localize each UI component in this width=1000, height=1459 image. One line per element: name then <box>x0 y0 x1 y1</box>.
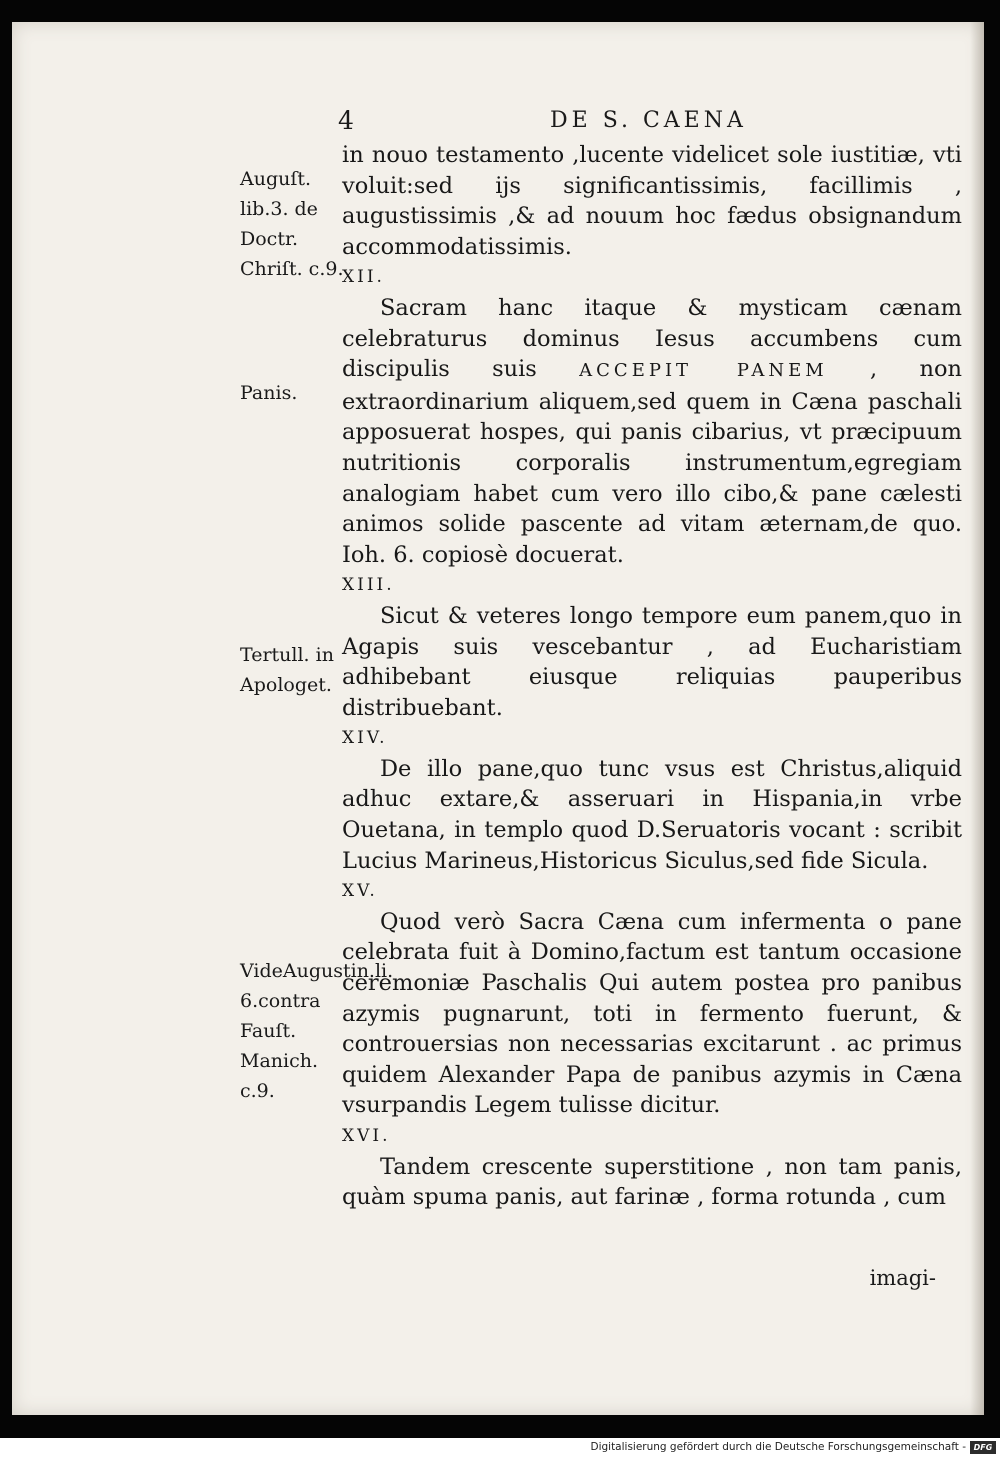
accepit-panem-smallcaps: ACCEPIT PANEM <box>579 360 828 382</box>
paragraph-xvi: Tandem crescente superstitione , non tam panis, quàm spuma panis, aut farinæ , forma rotunda , cum <box>342 1153 962 1211</box>
running-head: DE S. CAENA <box>550 108 747 133</box>
paragraph-xiv: De illo pane,quo tunc vsus est Christus,aliquid adhuc extare,& asseruari in Hispania,in vrbe Ouetana, in templo quod D.Seruatoris vocant : scribit Lucius Marineus,Historicus Siculus,sed fide Sicula. <box>342 755 962 874</box>
paragraph-xv: Quod verò Sacra Cæna cum infermenta o pane celebrata fuit à Domino,factum est tantum occasione ceremoniæ Paschalis Qui autem postea pro panibus azymis pugnarunt, toti in fermento fuerunt, & controuersias non necessarias excitarunt . ac primus quidem Alexander Papa de panibus azymis in Cæna vsurpandis Legem tulisse dicitur. <box>342 908 962 1119</box>
section-numeral-xiv: XIV. <box>342 728 388 749</box>
marginal-note-panis: Panis. <box>240 382 298 404</box>
digitization-footer <box>0 1438 1000 1459</box>
paragraph-xii-rest: , non extraordinarium aliquem,sed quem in Cæna paschali apposuerat hospes, qui panis cibarius, vt præcipuum nutritionis corporalis instrumentum,egregiam analogiam habet cum vero illo cibo,& pane cælesti animos solide pascente ad vitam æternam,de quo. Ioh. 6. copiosè docuerat. <box>342 356 962 568</box>
page-edge-shadow <box>970 22 984 1415</box>
main-text-block <box>342 140 962 1213</box>
paragraph-xii-lead: Sacram hanc itaque & mysticam cænam celebraturus dominus Iesus accumbens cum discipulis suis <box>342 294 962 383</box>
section-numeral-xiii: XIII. <box>342 575 395 596</box>
funding-credit: Digitalisierung gefördert durch die Deutsche Forschungsgemeinschaft - <box>590 1441 966 1453</box>
marginal-note-vide-augustin: VideAugustin.li. 6.contra Fauſt. Manich. c.9. <box>240 960 394 1102</box>
marginal-note-tertullian: Tertull. in Apologet. <box>240 644 334 696</box>
book-page <box>12 22 984 1415</box>
paragraph-xiii: Sicut & veteres longo tempore eum panem,quo in Agapis suis vescebantur , ad Eucharistiam adhibebant eiusque reliquias pauperibus distribuebant. <box>342 602 962 721</box>
section-numeral-xii: XII. <box>342 267 385 288</box>
section-numeral-xv: XV. <box>342 881 378 902</box>
marginal-note-augustine: Auguſt. lib.3. de Doctr. Chriſt. c.9. <box>240 168 344 280</box>
dfg-logo-icon: DFG <box>970 1441 996 1454</box>
catchword: imagi- <box>869 1266 936 1290</box>
section-numeral-xvi: XVI. <box>342 1126 391 1146</box>
page-number: 4 <box>338 106 354 135</box>
paragraph-continuation: in nouo testamento ,lucente videlicet sole iustitiæ, vti voluit:sed ijs significantissimis, facillimis , augustissimis ,& ad nouum hoc fædus obsignandum accommodatissimis. <box>342 142 962 260</box>
paragraph-xii <box>342 293 962 570</box>
